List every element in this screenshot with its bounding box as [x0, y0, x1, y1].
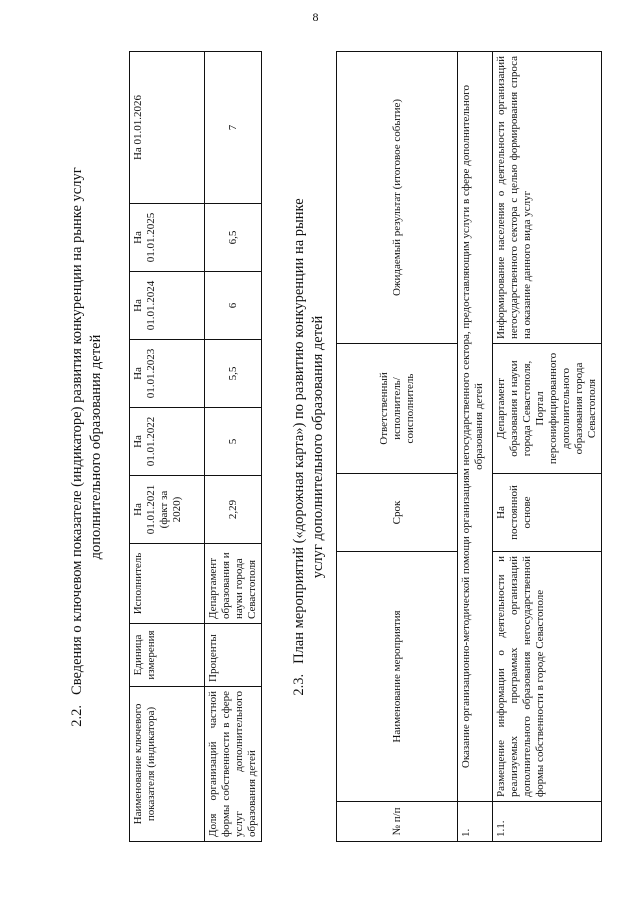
- value-2022-cell: 5: [205, 408, 262, 476]
- header-2025: На 01.01.2025: [130, 204, 205, 272]
- value-2025-cell: 6,5: [205, 204, 262, 272]
- section-2-3-title-line1: План мероприятий («дорожная карта») по развитию конкуренции на рынке: [291, 198, 307, 664]
- item-number-cell: 1.1.: [493, 802, 602, 842]
- section-2-2-title: [68, 52, 106, 842]
- header-2024: На 01.01.2024: [130, 272, 205, 340]
- roadmap-table-header-row: [337, 52, 458, 842]
- header-result: Ожидаемый результат (итоговое событие): [337, 52, 458, 344]
- indicator-table: [129, 51, 262, 842]
- item-result-cell: Информирование населения о деятельности организаций негосударственного сектора с целью формирования спроса на оказание данного вида услуг: [493, 52, 602, 344]
- header-2023: На 01.01.2023: [130, 340, 205, 408]
- value-2021-cell: 2,29: [205, 476, 262, 544]
- header-number: № п/п: [337, 802, 458, 842]
- header-indicator-name: Наименование ключевого показателя (индикатора): [130, 687, 205, 842]
- header-unit: Единица измерения: [130, 624, 205, 687]
- roadmap-item-row: [493, 52, 602, 842]
- roadmap-table: [336, 51, 602, 842]
- header-2022: На 01.01.2022: [130, 408, 205, 476]
- indicator-name-cell: Доля организаций частной формы собственности в сфере услуг дополнительного образования детей: [205, 687, 262, 842]
- section-2-2-title-line1: Сведения о ключевом показателе (индикаторе) развития конкуренции на рынке услуг: [69, 167, 85, 695]
- header-2021: На 01.01.2021 (факт за 2020): [130, 476, 205, 544]
- group-text-cell: Оказание организационно-методической помощи организациям негосударственного сектора, предоставляющим услуги в сфере дополнительного образования детей: [458, 52, 493, 802]
- unit-cell: Проценты: [205, 624, 262, 687]
- item-term-cell: На постоянной основе: [493, 474, 602, 552]
- header-2026: На 01.01.2026: [130, 52, 205, 204]
- roadmap-group-row: [458, 52, 493, 842]
- item-responsible-cell: Департамент образования и науки города Севастополя, Портал персонифицированного дополнительного образования города Севастополя: [493, 344, 602, 474]
- section-2-3-title: [290, 52, 328, 842]
- value-2026-cell: 7: [205, 52, 262, 204]
- header-responsible: Ответственный исполнитель/ соисполнитель: [337, 344, 458, 474]
- value-2024-cell: 6: [205, 272, 262, 340]
- executor-cell: Департамент образования и науки города Севастополя: [205, 544, 262, 624]
- group-number-cell: 1.: [458, 802, 493, 842]
- header-executor: Исполнитель: [130, 544, 205, 624]
- rotated-page-content: [68, 52, 608, 842]
- header-term: Срок: [337, 474, 458, 552]
- value-2023-cell: 5,5: [205, 340, 262, 408]
- header-measure: Наименование мероприятия: [337, 552, 458, 802]
- indicator-table-row: [205, 52, 262, 842]
- indicator-table-header-row: [130, 52, 205, 842]
- page-number: 8: [312, 10, 319, 24]
- item-measure-cell: Размещение информации о деятельности и реализуемых программах организаций дополнительного образования негосударственной формы собственности в городе Севастополе: [493, 552, 602, 802]
- section-2-3-title-line2: услуг дополнительного образования детей: [310, 315, 326, 579]
- section-2-3-number: 2.3.: [291, 673, 307, 696]
- section-2-2-title-line2: дополнительного образования детей: [88, 334, 104, 560]
- section-2-2-number: 2.2.: [69, 704, 85, 727]
